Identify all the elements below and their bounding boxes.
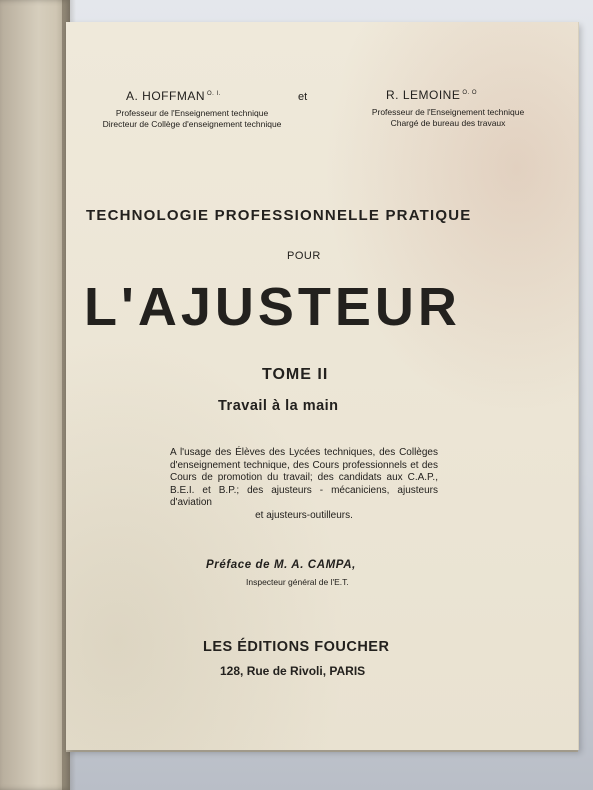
author-credentials: Professeur de l'Enseignement technique Chargé de bureau des travaux [371, 107, 525, 128]
author-credentials: Professeur de l'Enseignement technique Directeur de Collège d'enseignement technique [102, 108, 282, 129]
preface-credit: Préface de M. A. CAMPA, [206, 559, 356, 571]
publisher-address: 128, Rue de Rivoli, PARIS [220, 664, 366, 678]
conjunction: et [298, 91, 308, 103]
author-name: A. HOFFMAN $^{O. I.}$ [126, 89, 221, 103]
main-title: L'AJUSTEUR [84, 277, 461, 337]
audience-description: A l'usage des Élèves des Lycées techniques, des Collèges d'enseignement technique, des Cours professionnels et des Cours de promotion du travail; des candidats aux C.A.P., B.E.I. et B.P.; des ajusteurs - mécaniciens, ajusteurs d'aviation et ajusteurs-outilleurs. [170, 447, 438, 521]
author-name: R. LEMOINE $^{O. O}$ [386, 88, 478, 102]
volume-number: TOME II [262, 366, 329, 383]
preface-author-role: Inspecteur général de l'E.T. [246, 577, 349, 587]
series-title: TECHNOLOGIE PROFESSIONNELLE PRATIQUE [86, 207, 472, 224]
title-connector: POUR [287, 250, 321, 262]
title-page [66, 22, 579, 750]
left-page [0, 0, 70, 790]
volume-subtitle: Travail à la main [218, 398, 339, 414]
publisher-name: LES ÉDITIONS FOUCHER [203, 639, 390, 655]
